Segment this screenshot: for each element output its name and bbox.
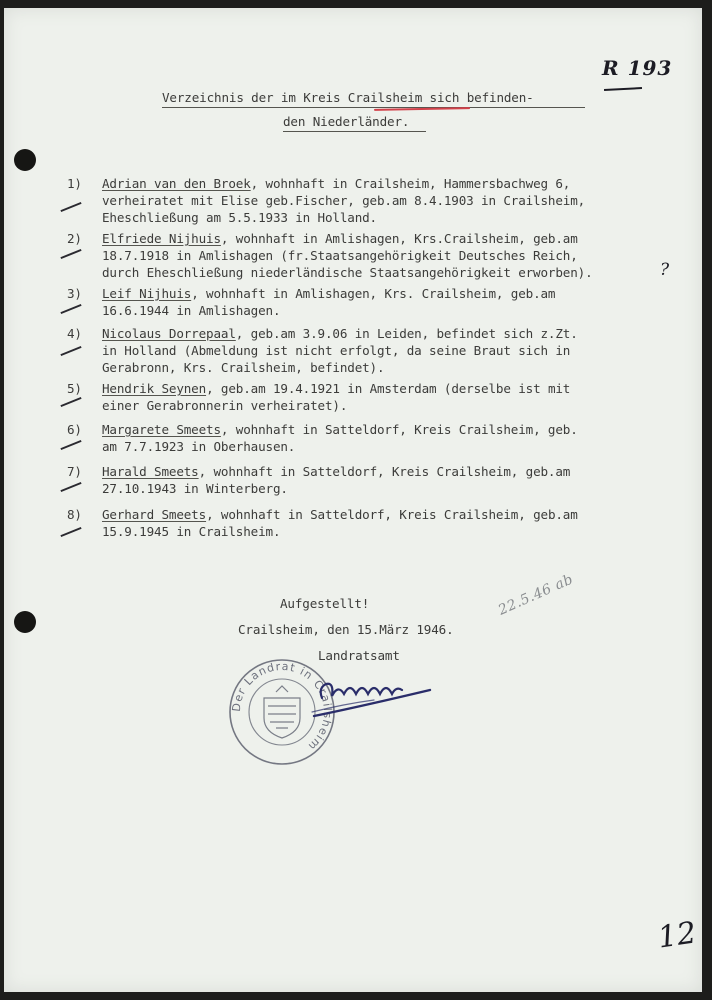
entry-name: Gerhard Smeets (102, 507, 207, 522)
punch-hole (14, 611, 36, 633)
check-tick-mark (60, 482, 81, 492)
stamp-text: Der Landrat in Crailsheim (229, 659, 335, 754)
entry-line: 27.10.1943 in Winterberg. (102, 481, 288, 496)
pencil-annotation: 22.5.46 ab (496, 571, 576, 619)
entry-line: Nicolaus Dorrepaal, geb.am 3.9.06 in Leiden, befindet sich z.Zt. (102, 326, 578, 341)
entry-line: Adrian van den Broek, wohnhaft in Crailsheim, Hammersbachweg 6, (102, 176, 571, 191)
entry-name: Adrian van den Broek (102, 176, 251, 191)
entry-number: 3) (67, 286, 82, 301)
entry-number: 6) (67, 422, 82, 437)
entry-line: 16.6.1944 in Amlishagen. (102, 303, 281, 318)
entry-number: 8) (67, 507, 82, 522)
red-pencil-mark (374, 107, 470, 111)
entry-number: 7) (67, 464, 82, 479)
check-tick-mark (60, 346, 81, 356)
check-tick-mark (60, 527, 81, 537)
entry-line: Gerabronn, Krs. Crailsheim, befindet). (102, 360, 385, 375)
entry-line: Gerhard Smeets, wohnhaft in Satteldorf, Kreis Crailsheim, geb.am (102, 507, 578, 522)
entry-number: 4) (67, 326, 82, 341)
entry-number: 1) (67, 176, 82, 191)
page-number: 12 (655, 915, 699, 956)
check-tick-mark (60, 397, 81, 407)
entry-line: am 7.7.1923 in Oberhausen. (102, 439, 296, 454)
entry-line: 15.9.1945 in Crailsheim. (102, 524, 281, 539)
punch-hole (14, 149, 36, 171)
check-tick-mark (60, 249, 81, 259)
entry-line: Leif Nijhuis, wohnhaft in Amlishagen, Krs. Crailsheim, geb.am (102, 286, 556, 301)
entry-line: 18.7.1918 in Amlishagen (fr.Staatsangehörigkeit Deutsches Reich, (102, 248, 578, 263)
entry-line: Harald Smeets, wohnhaft in Satteldorf, Kreis Crailsheim, geb.am (102, 464, 571, 479)
entry-name: Harald Smeets (102, 464, 199, 479)
entry-number: 2) (67, 231, 82, 246)
check-tick-mark (60, 202, 81, 212)
document-title-line1: Verzeichnis der im Kreis Crailsheim sich befinden- (162, 90, 534, 105)
document-title-line2: den Niederländer. (283, 114, 410, 129)
entry-line: Eheschließung am 5.5.1933 in Holland. (102, 210, 377, 225)
entry-line: verheiratet mit Elise geb.Fischer, geb.am 8.4.1903 in Crailsheim, (102, 193, 586, 208)
reference-mark: R 193 (602, 56, 673, 80)
entry-line: Elfriede Nijhuis, wohnhaft in Amlishagen, Krs.Crailsheim, geb.am (102, 231, 578, 246)
crest-icon (264, 686, 300, 738)
closing-aufgestellt: Aufgestellt! (280, 596, 370, 611)
closing-office: Landratsamt (318, 648, 400, 663)
title-underline-2 (283, 131, 426, 132)
entry-name: Hendrik Seynen (102, 381, 207, 396)
entry-name: Leif Nijhuis (102, 286, 192, 301)
question-mark: ? (660, 260, 670, 280)
entry-name: Elfriede Nijhuis (102, 231, 221, 246)
entry-line: einer Gerabronnerin verheiratet). (102, 398, 348, 413)
entry-name: Nicolaus Dorrepaal (102, 326, 236, 341)
entry-line: durch Eheschließung niederländische Staatsangehörigkeit erworben). (102, 265, 593, 280)
reference-underline (604, 87, 642, 91)
entry-number: 5) (67, 381, 82, 396)
check-tick-mark (60, 304, 81, 314)
check-tick-mark (60, 440, 81, 450)
handwritten-signature (304, 668, 444, 728)
entry-line: in Holland (Abmeldung ist nicht erfolgt, da seine Braut sich in (102, 343, 571, 358)
title-underline-1 (162, 107, 585, 108)
document-page (4, 8, 702, 992)
entry-name: Margarete Smeets (102, 422, 221, 437)
entry-line: Hendrik Seynen, geb.am 19.4.1921 in Amsterdam (derselbe ist mit (102, 381, 571, 396)
closing-place-date: Crailsheim, den 15.März 1946. (238, 622, 454, 637)
entry-line: Margarete Smeets, wohnhaft in Satteldorf, Kreis Crailsheim, geb. (102, 422, 578, 437)
